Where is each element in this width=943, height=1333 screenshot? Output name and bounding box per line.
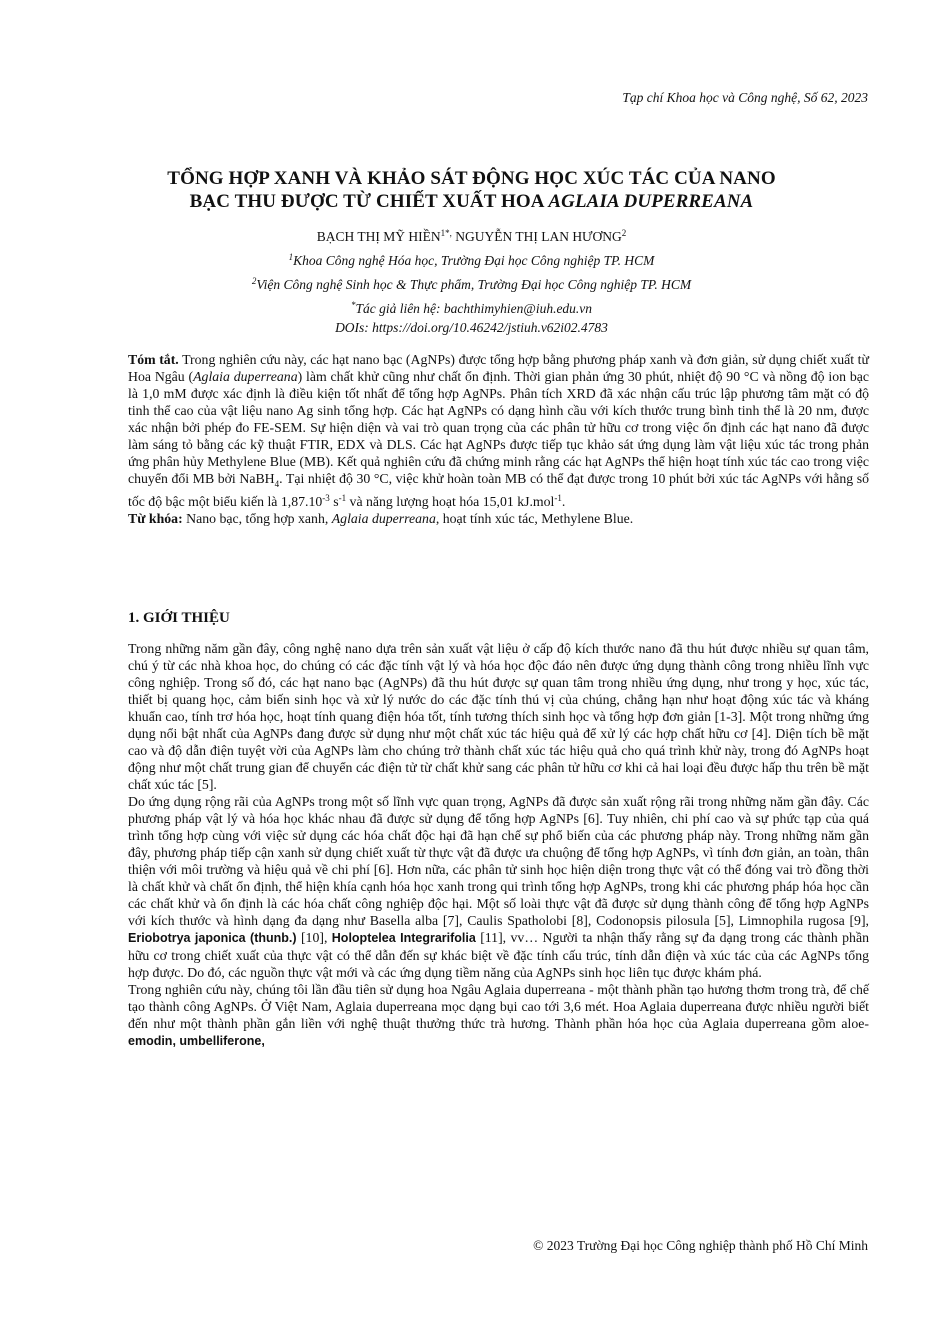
title-line-1: TỔNG HỢP XANH VÀ KHẢO SÁT ĐỘNG HỌC XÚC TÁC CỦA NANO: [167, 168, 776, 189]
paper-title: [100, 167, 843, 213]
species-holoptelea: Holoptelea Integrarifolia: [331, 931, 476, 945]
keywords-species: Aglaia duperreana: [331, 510, 436, 526]
keywords-text-2: , hoạt tính xúc tác, Methylene Blue.: [435, 510, 634, 526]
corresponding-author: [0, 301, 943, 317]
author-2: NGUYỄN THỊ LAN HƯƠNG: [451, 229, 622, 244]
section-heading: 1. GIỚI THIỆU: [128, 610, 230, 626]
abstract-label: Tóm tắt.: [128, 352, 179, 367]
intro-p2-text-2: [10],: [296, 930, 332, 945]
intro-p2-text-3: [11], vv… Người ta nhận thấy rằng sự đa dạng trong các thành phần hữu cơ trong chiết xuất của thực vật có thể dẫn đến sự khác biệt về đặc tính cấu trúc, tính dẫn điện và xúc tác của các AgNPs tổng hợp được. Do đó, các nguồn thực vật mới và các ứng dụng tiềm năng của AgNPs sinh học liên tục được khám phá.: [128, 930, 869, 980]
intro-paragraph-2: [128, 793, 869, 981]
abstract-text-1: Trong nghiên cứu này, các hạt nano bạc (AgNPs) được tổng hợp bằng phương pháp xanh và đơn giản, sử dụng chiết xuất từ Hoa Ngâu (: [128, 352, 869, 384]
abstract: [128, 351, 869, 527]
keywords-text-1: Nano bạc, tổng hợp xanh,: [182, 510, 332, 526]
affiliation-2: [0, 277, 943, 293]
page-footer: © 2023 Trường Đại học Công nghiệp thành phố Hồ Chí Minh: [533, 1238, 868, 1253]
corresponding-mark: *: [350, 300, 356, 310]
abstract-text-3: . Tại nhiệt độ 30 °C, việc khử hoàn toàn MB có thể đạt được trong 10 phút bởi xúc tác AgNPs với hằng số tốc độ bậc một biểu kiến là 1,87.10: [128, 471, 869, 509]
abstract-text-6: .: [561, 493, 566, 509]
abstract-species: Aglaia duperreana: [193, 369, 298, 384]
title-species: AGLAIA DUPERREANA: [548, 191, 754, 212]
species-eriobotrya: Eriobotrya japonica (thunb.): [128, 931, 297, 945]
abstract-text-4: s: [329, 493, 339, 509]
exp-minus-3: -3: [322, 492, 330, 503]
author-2-mark: 2: [621, 228, 627, 238]
section-body: [128, 640, 869, 1050]
title-line-2: BẠC THU ĐƯỢC TỪ CHIẾT XUẤT HOA: [189, 191, 549, 212]
author-1-mark: 1*,: [440, 228, 452, 238]
affiliation-1-text: Khoa Công nghệ Hóa học, Trường Đại học Công nghiệp TP. HCM: [293, 253, 655, 268]
intro-paragraph-1: Trong những năm gần đây, công nghệ nano dựa trên sản xuất vật liệu ở cấp độ kích thước nano đã thu hút được nhiều sự quan tâm, chú ý từ các nhà khoa học, do chúng có các đặc tính vật lý và hóa học độc đáo nên được ứng dụng thành công trong nhiều lĩnh vực công nghiệp. Trong số đó, các hạt nano bạc (AgNPs) đã thu hút được sự quan tâm trong nhiều ứng dụng, như trong y học, xúc tác, thiết bị quang học, cảm biến sinh học và xử lý nước do các đặc tính thú vị của chúng, chẳng hạn như hoạt động xúc tác và kháng khuẩn cao, tính trơ hóa học, hoạt tính quang điện hóa tốt, tính tương thích sinh học và tổng hợp đơn giản [1-3]. Một trong những ứng dụng nổi bật nhất của AgNPs đang được sử dụng như một chất xúc tác hiệu quả để xử lý các hợp chất hữu cơ [4]. Diện tích bề mặt cao và độ dẫn điện tuyệt vời của AgNPs làm cho chúng trở thành chất xúc tác hiệu quả cho quá trình khử này, trong đó AgNPs hoạt động như một chất trung gian để chuyển các điện tử từ chất khử sang các phân tử hữu cơ khi cả hai loại đều được hấp thu trên bề mặt chất xúc tác [5].: [128, 641, 869, 792]
intro-p2-text-1: Do ứng dụng rộng rãi của AgNPs trong một số lĩnh vực quan trọng, AgNPs đã được sản xuất rộng rãi trong những năm gần đây. Các phương pháp vật lý và hóa học khác nhau đã được sử dụng để tổng hợp AgNPs [6]. Tuy nhiên, chi phí cao và sự phức tạp của quá trình tổng hợp cùng với việc sử dụng các hóa chất độc hại đã hạn chế sự phổ biến của các phương pháp này. Trong những năm gần đây, phương pháp tiếp cận xanh sử dụng chiết xuất từ thực vật đã được ưa chuộng để tổng hợp AgNPs, vì tính đơn giản, an toàn, thân thiện với môi trường và hiệu quả về chi phí [6]. Hơn nữa, các phân tử sinh học hiện diện trong thực vật có thể đóng vai trò đồng thời là chất khử và chất ổn định, thể hiện khía cạnh hóa học xanh trong qui trình tổng hợp AgNPs, trong khi các phương pháp hóa học cần các chất khử và ổn định là các hóa chất công nghiệp độc hại. Một số loài thực vật đã được sử dụng thành công để tổng hợp AgNPs với kích thước và hình dạng đa dạng như Basella alba [7], Caulis Spatholobi [8], Codonopsis pilosula [5], Limnophila rugosa [9],: [128, 794, 869, 928]
intro-paragraph-3: [128, 981, 869, 1050]
exp-minus-1a: -1: [338, 492, 347, 503]
nabh4-subscript: 4: [274, 478, 280, 489]
compound-names: emodin, umbelliferone,: [128, 1034, 265, 1048]
abstract-text-5: và năng lượng hoạt hóa 15,01 kJ.mol: [346, 493, 555, 509]
author-1: BẠCH THỊ MỸ HIỀN: [316, 229, 441, 244]
doi-line: DOIs: https://doi.org/10.46242/jstiuh.v62i02.4783: [335, 320, 608, 335]
author-list: [0, 229, 943, 245]
affiliation-2-text: Viện Công nghệ Sinh học & Thực phẩm, Trường Đại học Công nghiệp TP. HCM: [256, 277, 692, 292]
keywords-label: Từ khóa:: [128, 510, 183, 526]
affiliation-1-mark: 1: [288, 252, 294, 262]
exp-minus-1b: -1: [554, 492, 562, 503]
affiliation-1: [0, 253, 943, 269]
abstract-paragraph: [128, 351, 869, 510]
abstract-text-2: ) làm chất khử cũng như chất ổn định. Thời gian phản ứng 30 phút, nhiệt độ 90 °C và nồng độ ion bạc là 1,0 mM được xác định là điều kiện tốt nhất để tổng hợp AgNPs. Phân tích XRD đã xác nhận cấu trúc lập phương tâm mặt có độ tinh thể cao của vật liệu nano Ag sinh tổng hợp. Các hạt AgNPs có dạng hình cầu với kích thước trung bình tinh thể là 20 nm, được xác nhận bởi phép đo FE-SEM. Sự hiện diện và vai trò quan trọng của các phân tử hữu cơ trong việc ổn định các hạt nano đã được làm sáng tỏ bằng các kỹ thuật FTIR, EDX và DLS. Các hạt AgNPs được tiếp tục khảo sát ứng dụng làm vật liệu xúc tác trong phản ứng phân hủy Methylene Blue (MB). Kết quả nghiên cứu đã chứng minh rằng các hạt AgNPs thể hiện hoạt tính xúc tác cao trong việc chuyển đổi MB bởi NaBH: [128, 369, 869, 486]
journal-header: Tạp chí Khoa học và Công nghệ, Số 62, 2023: [622, 90, 868, 105]
corresponding-email: Tác giả liên hệ: bachthimyhien@iuh.edu.vn: [355, 301, 593, 316]
keywords: [128, 510, 869, 527]
affiliation-2-mark: 2: [251, 276, 257, 286]
intro-p3-text: Trong nghiên cứu này, chúng tôi lần đầu tiên sử dụng hoa Ngâu Aglaia duperreana - một thành phần tạo hương thơm trong trà, để chế tạo thành công AgNPs. Ở Việt Nam, Aglaia duperreana mọc dạng bụi cao tới 3,6 mét. Hoa Aglaia duperreana được nhiều người biết đến như một thành phần gắn liền với nghệ thuật thưởng thức trà hương. Thành phần hóa học của Aglaia duperreana gồm aloe-: [128, 982, 869, 1031]
